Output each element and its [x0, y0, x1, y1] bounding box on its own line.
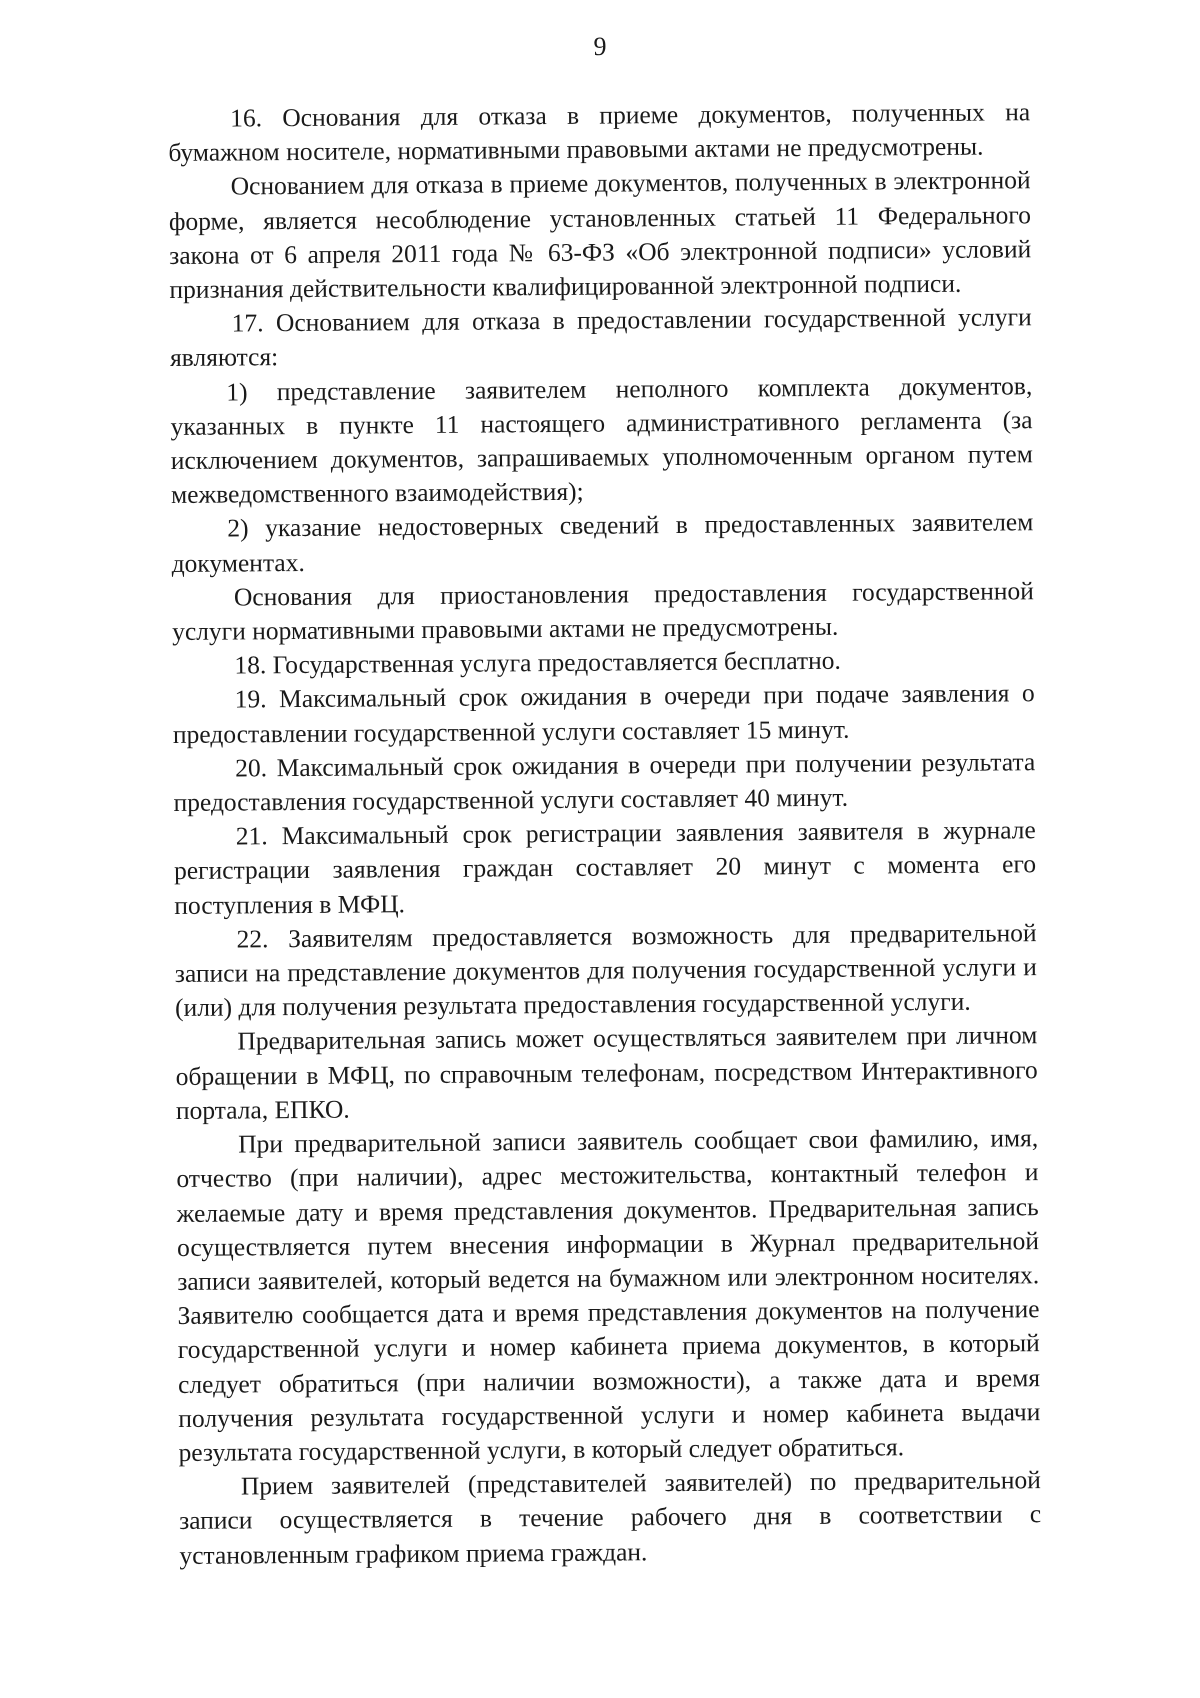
paragraph-suspension: Основания для приостановления предоставления государственной услуги нормативными правовыми актами не предусмотрены. — [172, 576, 1034, 647]
paragraph-17: 17. Основанием для отказа в предоставлении государственной услуги являются: — [169, 302, 1032, 373]
list-item-2: 2) указание недостоверных сведений в предоставленных заявителем документах. — [171, 507, 1034, 578]
paragraph-16: 16. Основания для отказа в приеме документов, полученных на бумажном носителе, нормативными правовыми актами не предусмотрены. — [168, 97, 1031, 168]
document-body — [168, 95, 1042, 1572]
paragraph-pre-registration-channels: Предварительная запись может осуществляться заявителем при личном обращении в МФЦ, по справочным телефонам, посредством Интерактивного портала, ЕПКО. — [175, 1020, 1038, 1125]
paragraph-20: 20. Максимальный срок ожидания в очереди при получении результата предоставления государственной услуги составляет 40 минут. — [173, 747, 1036, 818]
page-number: 9 — [593, 32, 607, 61]
list-item-1: 1) представление заявителем неполного комплекта документов, указанных в пункте 11 настоящего административного регламента (за исключением документов, запрашиваемых уполномоченным органом путем межведомственного взаимодействия); — [170, 370, 1033, 510]
paragraph-electronic-refusal: Основанием для отказа в приеме документов, полученных в электронной форме, является несоблюдение установленных статьей 11 Федерального закона от 6 апреля 2011 года № 63-ФЗ «Об электронной подписи» условий признания действительности квалифицированной электронной подписи. — [168, 165, 1032, 305]
paragraph-18: 18. Государственная услуга предоставляется бесплатно. — [234, 645, 841, 680]
paragraph-19: 19. Максимальный срок ожидания в очереди при подаче заявления о предоставлении государственной услуги составляет 15 минут. — [172, 678, 1035, 749]
paragraph-21: 21. Максимальный срок регистрации заявления заявителя в журнале регистрации заявления граждан составляет 20 минут с момента его поступления в МФЦ. — [173, 815, 1037, 920]
paragraph-22: 22. Заявителям предоставляется возможность для предварительной записи на представление документов для получения государственной услуги и (или) для получения результата предоставления государственной услуги. — [174, 918, 1037, 1023]
paragraph-reception-schedule: Прием заявителей (представителей заявителей) по предварительной записи осуществляется в течение рабочего дня в соответствии с установленным графиком приема граждан. — [179, 1465, 1042, 1570]
paragraph-pre-registration-process: При предварительной записи заявитель сообщает свои фамилию, имя, отчество (при наличии), адрес местожительства, контактный телефон и желаемые дату и время представления документов. Предварительная запись осуществляется путем внесения информации в Журнал предварительной записи заявителей, который ведется на бумажном или электронном носителях. Заявителю сообщается дата и время представления документов на получение государственной услуги и номер кабинета приема документов, в который следует обратиться (при наличии возможности), а также дата и время получения результата государственной услуги и номер кабинета выдачи результата государственной услуги, в который следует обратиться. — [176, 1123, 1041, 1467]
